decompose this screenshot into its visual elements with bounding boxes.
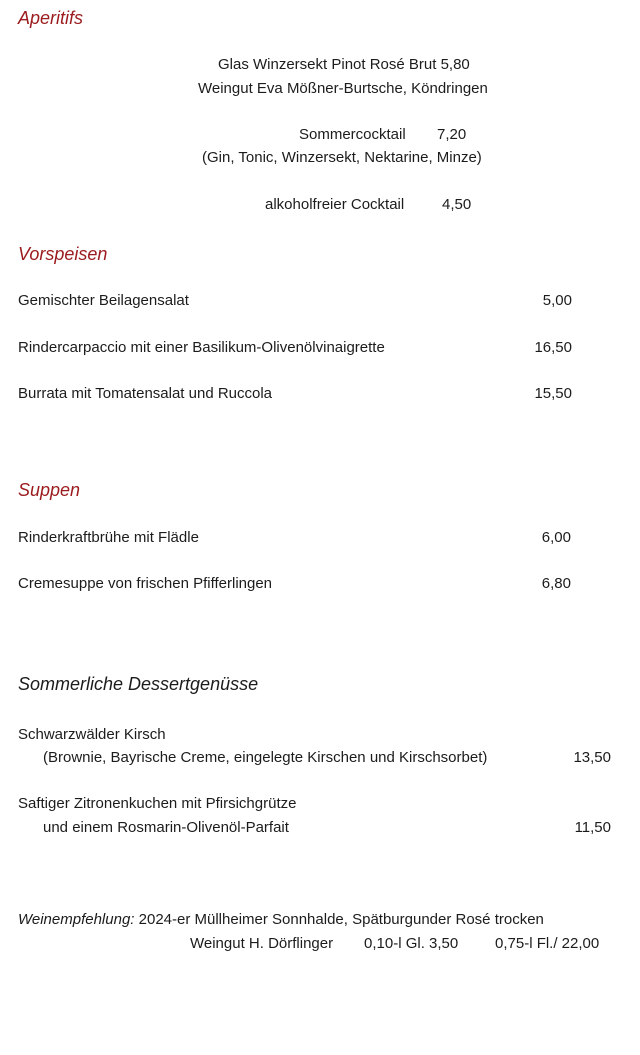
dessert-heading: Sommerliche Dessertgenüsse [18, 674, 259, 694]
wine-bottle-price: 0,75-l Fl./ 22,00 [495, 935, 600, 952]
wine-winery: Weingut H. Dörflinger [190, 935, 334, 952]
menu-item-name: Cremesuppe von frischen Pfifferlingen [18, 575, 273, 592]
menu-item-price: 6,80 [541, 575, 571, 592]
wine-recommendation [18, 911, 544, 929]
cocktail-desc: (Gin, Tonic, Winzersekt, Nektarine, Minze) [202, 149, 482, 166]
menu-item-price: 16,50 [534, 339, 572, 356]
suppen-heading: Suppen [18, 480, 81, 500]
alcfree-name: alkoholfreier Cocktail [265, 196, 405, 213]
dessert-name: Saftiger Zitronenkuchen mit Pfirsichgrütze [18, 795, 297, 812]
cocktail-price: 7,20 [437, 126, 467, 143]
menu-item-name: Gemischter Beilagensalat [18, 292, 189, 309]
aperitifs-heading: Aperitifs [18, 8, 84, 28]
dessert-name: Schwarzwälder Kirsch [18, 726, 166, 743]
menu-item-name: Rinderkraftbrühe mit Flädle [18, 529, 199, 546]
menu-item-price: 15,50 [534, 385, 572, 402]
menu-item-name: Rindercarpaccio mit einer Basilikum-Olivenölvinaigrette [18, 339, 385, 356]
dessert-price: 11,50 [574, 819, 611, 836]
dessert-price: 13,50 [573, 749, 611, 766]
wine-text: 2024-er Müllheimer Sonnhalde, Spätburgunder Rosé trocken [134, 911, 544, 928]
dessert-desc: und einem Rosmarin-Olivenöl-Parfait [43, 819, 289, 836]
cocktail-name: Sommercocktail [299, 126, 406, 143]
vorspeisen-heading: Vorspeisen [18, 244, 108, 264]
wine-glass-price: 0,10-l Gl. 3,50 [364, 935, 459, 952]
wine-label: Weinempfehlung: [18, 911, 135, 928]
sekt-winery: Weingut Eva Mößner-Burtsche, Köndringen [198, 80, 488, 97]
sekt-line: Glas Winzersekt Pinot Rosé Brut 5,80 [218, 56, 470, 73]
dessert-desc: (Brownie, Bayrische Creme, eingelegte Kirschen und Kirschsorbet) [43, 749, 488, 766]
menu-item-price: 5,00 [542, 292, 572, 309]
menu-item-name: Burrata mit Tomatensalat und Ruccola [18, 385, 273, 402]
alcfree-price: 4,50 [442, 196, 472, 213]
menu-item-price: 6,00 [541, 529, 571, 546]
